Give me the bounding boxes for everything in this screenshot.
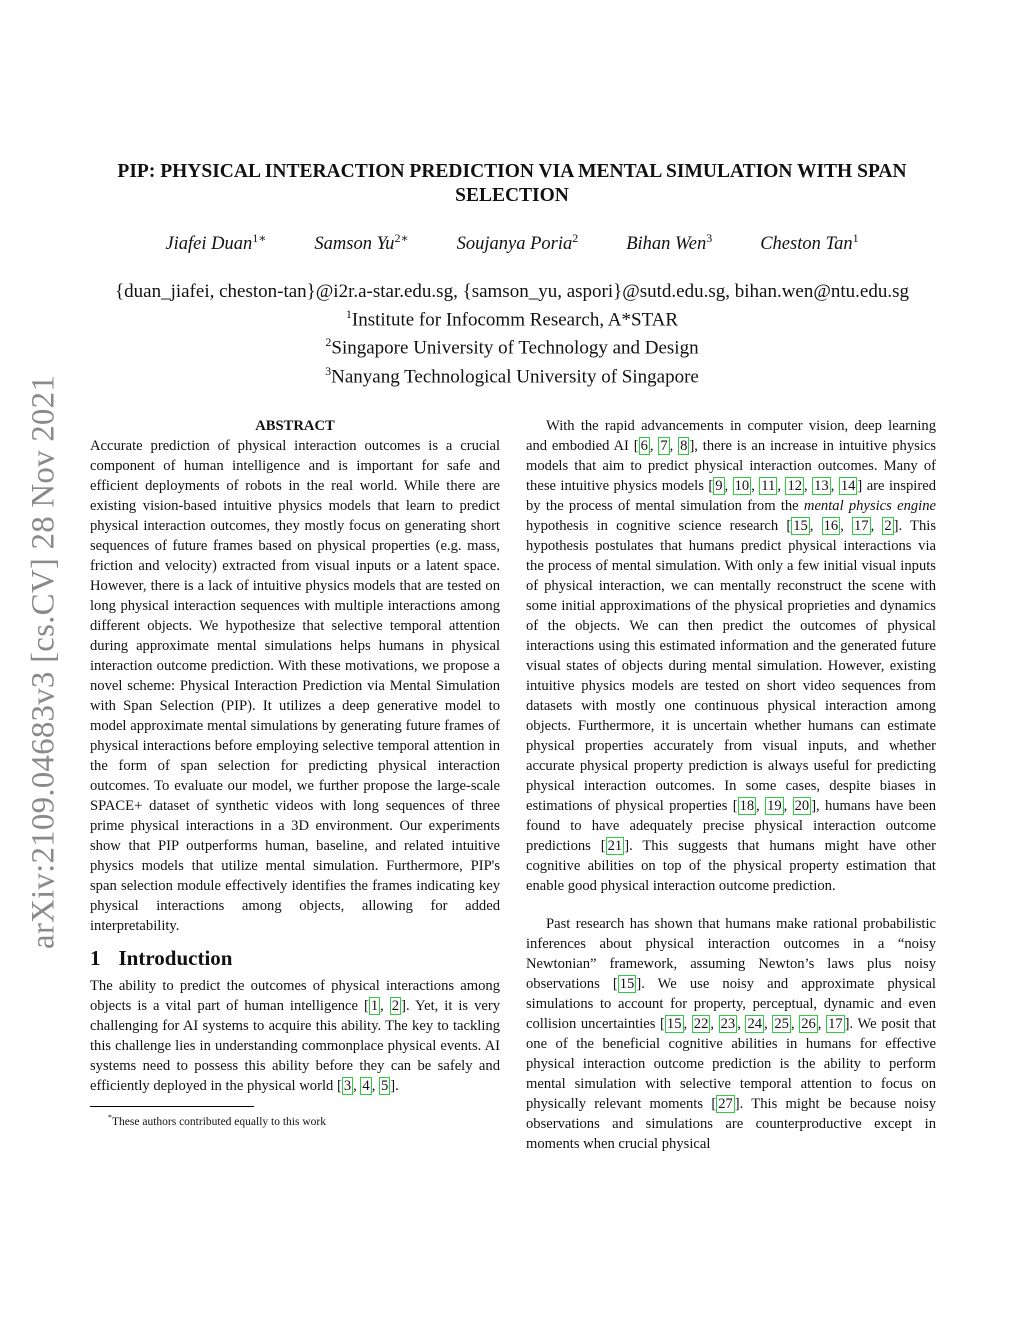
title-line-2: SELECTION bbox=[455, 185, 569, 206]
citation-link[interactable]: 12 bbox=[787, 478, 803, 494]
title-line-1: PIP: PHYSICAL INTERACTION PREDICTION VIA MENTAL SIMULATION WITH SPAN bbox=[117, 161, 907, 182]
emphasized-term: mental physics engine bbox=[803, 498, 936, 514]
author: Cheston Tan$^1$ bbox=[760, 231, 859, 255]
citation-link[interactable]: 15 bbox=[666, 1016, 682, 1032]
citation-link[interactable]: 7 bbox=[660, 438, 668, 454]
citation-link[interactable]: 23 bbox=[720, 1016, 736, 1032]
citation-link[interactable]: 21 bbox=[607, 838, 623, 854]
citation-link[interactable]: 16 bbox=[823, 518, 839, 534]
citation-link[interactable]: 13 bbox=[814, 478, 829, 494]
author: Bihan Wen$^3$ bbox=[626, 231, 713, 255]
citation-link[interactable]: 18 bbox=[739, 798, 755, 814]
citation-link[interactable]: 15 bbox=[793, 518, 808, 534]
affiliation: $^3$Nanyang Technological University of Singapore bbox=[325, 363, 699, 387]
citation-link[interactable]: 3 bbox=[343, 1078, 352, 1094]
affiliation: $^2$Singapore University of Technology and Design bbox=[325, 335, 699, 359]
citation-link[interactable]: 11 bbox=[761, 478, 776, 494]
author-list bbox=[100, 231, 924, 255]
citation-link[interactable]: 8 bbox=[680, 438, 688, 454]
section-title: Introduction bbox=[118, 946, 233, 970]
author: Jiafei Duan$^{1∗}$ bbox=[165, 231, 267, 255]
footnote: *These authors contributed equally to this work bbox=[108, 1113, 326, 1128]
citation-link[interactable]: 24 bbox=[747, 1016, 763, 1032]
intro-paragraph: With the rapid advancements in computer vision, deep learning and embodied AI [ 6 , 7 , 8 ], there is an increase in intuitive physics models that aim to predict physical interaction outcomes. Many of these intuitive physics models [ 9 , 10 , 11 , 12 , 13 , 14 ] are inspired by the process of mental simulation from the mental physics engine hypothesis in cognitive science research [ 15 , 16 , 17 , 2 ]. This hypothesis postulates that humans predict physical interactions via the process of mental simulation. With only a few initial visual inputs of physical interaction, we can mentally reconstruct the scene with some initial approximations of the physical proprieties and dynamics of the objects. We can then predict the outcomes of physical interactions using this estimated information and the generated future visual states of objects during mental simulation. However, existing intuitive physics models are tested on short video sequences from datasets with mostly one continuous physical interaction among objects. Furthermore, it is uncertain whether humans can estimate physical properties accurately from visual inputs, and whether accurate physical property prediction is always useful for predicting physical interaction outcomes. In some cases, despite biases in estimations of physical properties [ 18 , 19 , 20 ], humans have been found to have adequately precise physical interaction outcome predictions [ 21 ]. This suggests that humans might have other cognitive abilities on top of the physical property estimation that enable good physical interaction outcome prediction. bbox=[526, 418, 937, 894]
author-contact-block bbox=[60, 280, 964, 388]
author: Samson $Yu^{2∗}$ bbox=[314, 231, 409, 255]
citation-link[interactable]: 4 bbox=[362, 1078, 370, 1094]
citation-link[interactable]: 26 bbox=[801, 1016, 816, 1032]
citation-link[interactable]: 25 bbox=[774, 1016, 789, 1032]
author-emails: {duan_jiafei, cheston-tan}@i2r.a-star.edu.sg, {samson_yu, aspori}@sutd.edu.sg, bihan.wen@ntu.edu.sg bbox=[115, 281, 909, 302]
citation-link[interactable]: 6 bbox=[640, 438, 648, 454]
citation-link[interactable]: 10 bbox=[734, 478, 750, 494]
citation-link[interactable]: 14 bbox=[840, 478, 856, 494]
abstract-text: Accurate prediction of physical interaction outcomes is a crucial component of human intelligence and is important for safe and efficient deployments of robots in the real world. While there are existing vision-based intuitive physics models that learn to predict physical interaction outcomes, they mostly focus on generating short sequences of future frames based on physical properties (e.g. mass, friction and velocity) extracted from visual inputs or a latent space. However, there is a lack of intuitive physics models that are tested on long physical interaction sequences with multiple interactions among different objects. We hypothesize that selective temporal attention during approximate mental simulations helps humans in physical interaction outcome prediction. With these motivations, we propose a novel scheme: Physical Interaction Prediction via Mental Simulation with Span Selection (PIP). It utilizes a deep generative model to model approximate mental simulations by generating future frames of physical interactions before employing selective temporal attention in the form of span selection for predicting physical interaction outcomes. To evaluate our model, we further propose the large-scale SPACE+ dataset of synthetic videos with long sequences of three prime physical interactions in a 3D environment. Our experiments show that PIP outperforms human, baseline, and related intuitive physics models that utilize mental simulation. Furthermore, PIP's span selection module effectively identifies the frames indicating key physical interactions among objects, allowing for added interpretability. bbox=[90, 438, 500, 934]
intro-paragraph: Past research has shown that humans make rational probabilistic inferences about physical interaction outcomes in a “noisy Newtonian” framework, assuming Newton’s laws plus noisy observations [ 15 ]. We use noisy and approximate physical simulations to account for property, perceptual, dynamic and even collision uncertainties [ 15 , 22 , 23 , 24 , 25 , 26 , 17 ]. We posit that one of the beneficial cognitive abilities in humans for effective physical interaction outcome prediction is the ability to perform mental simulation with selective temporal attention to focus on physically relevant moments [ 27 ]. This might be because noisy observations and simulations are counterproductive except in moments when crucial physical bbox=[526, 916, 937, 1152]
section-number: 1 bbox=[90, 946, 101, 970]
citation-link[interactable]: 22 bbox=[693, 1016, 709, 1032]
intro-paragraph: The ability to predict the outcomes of physical interactions among objects is a vital part of human intelligence [ 1 , 2 ]. Yet, it is very challenging for AI systems to acquire this ability. The key to tackling this challenge lies in understanding commonplace physical events. AI systems need to possess this ability before they can be safely and efficiently deployed in the physical world [ 3 , 4 , 5 ]. bbox=[90, 978, 501, 1094]
citation-link[interactable]: 9 bbox=[715, 478, 723, 494]
arxiv-identifier-stamp: arXiv:2109.04683v3 [cs.CV] 28 Nov 2021 bbox=[25, 374, 62, 950]
citation-link[interactable]: 2 bbox=[884, 518, 892, 534]
author: Soujanya Poria$^2$ bbox=[456, 231, 579, 255]
citation-link[interactable]: 27 bbox=[718, 1096, 733, 1112]
footnote-divider bbox=[90, 1106, 254, 1107]
affiliation: $^1$Institute for Infocomm Research, A*STAR bbox=[345, 307, 679, 331]
citation-link[interactable]: 1 bbox=[370, 998, 379, 1014]
citation-link[interactable]: 20 bbox=[794, 798, 810, 814]
abstract-heading: ABSTRACT bbox=[255, 418, 335, 434]
paper-title bbox=[100, 160, 924, 208]
section-heading-introduction bbox=[90, 948, 500, 968]
citation-link[interactable]: 17 bbox=[853, 518, 869, 534]
citation-link[interactable]: 19 bbox=[767, 798, 782, 814]
citation-link[interactable]: 2 bbox=[391, 998, 400, 1014]
left-column bbox=[90, 416, 500, 1130]
citation-link[interactable]: 17 bbox=[828, 1016, 843, 1032]
right-column bbox=[526, 416, 936, 1154]
citation-link[interactable]: 5 bbox=[381, 1078, 389, 1094]
citation-link[interactable]: 15 bbox=[619, 976, 635, 992]
